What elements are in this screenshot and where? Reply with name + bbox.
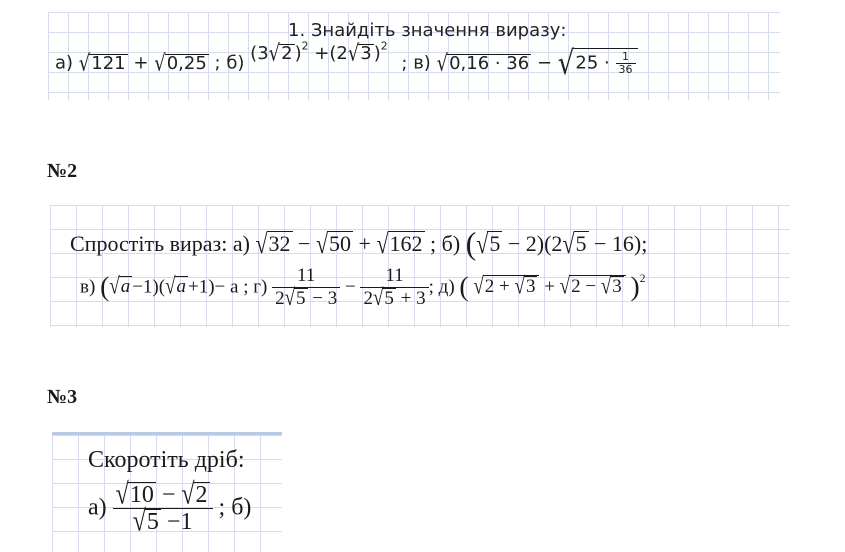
task1-b-root2: 3 xyxy=(360,42,372,64)
task2-g-num1: 11 xyxy=(272,266,340,288)
sqrt-icon: √ xyxy=(473,273,484,300)
task2-d-exponent: 2 xyxy=(639,273,646,285)
sqrt-icon: √ xyxy=(476,227,489,259)
task2-v-root2: a xyxy=(176,276,186,298)
task3-a-num-op: − xyxy=(161,482,176,508)
task2-d-root1 xyxy=(483,273,540,300)
sqrt-icon: √ xyxy=(268,39,281,67)
task1-c-root2 xyxy=(573,48,637,76)
task2-d-root2 xyxy=(569,273,626,300)
task2-d-root1-inner: 3 xyxy=(525,276,536,298)
task1-c-fraction xyxy=(616,51,636,76)
task2-g-den2 xyxy=(360,285,428,312)
task3-a-num-root1: 10 xyxy=(129,482,154,508)
sqrt-icon: √ xyxy=(154,49,166,77)
sqrt-icon: √ xyxy=(559,273,571,300)
task1-separator: ; xyxy=(401,52,408,74)
sqrt-icon: √ xyxy=(557,44,575,83)
task1-a-root-121: 121 xyxy=(91,52,126,74)
task2-b-middle: − 2)(2 xyxy=(507,231,563,256)
task2-v-middle: −1)( xyxy=(132,276,166,298)
sqrt-icon: √ xyxy=(372,285,384,312)
task3-a-separator: ; б) xyxy=(218,494,252,521)
task3-expression xyxy=(88,478,252,539)
task2-a-root3: 162 xyxy=(389,231,423,256)
sqrt-icon: √ xyxy=(255,227,268,259)
sqrt-icon: √ xyxy=(78,49,91,77)
task1-expression xyxy=(55,38,638,83)
sqrt-icon: √ xyxy=(376,227,389,259)
task2-b-tail: − 16); xyxy=(594,231,648,256)
task1-part-b-expression xyxy=(250,38,393,67)
task2-b-root1: 5 xyxy=(489,231,501,256)
task1-b-exponent1: 2 xyxy=(301,38,309,52)
task2-d-root2-lead: 2 − xyxy=(571,276,597,298)
task3-a-fraction xyxy=(113,478,213,539)
task2-v-root1: a xyxy=(120,276,131,298)
sqrt-icon: √ xyxy=(315,227,329,259)
task2-g-minus: − xyxy=(345,276,356,298)
task1-title: 1. Знайдіть значення виразу: xyxy=(288,20,567,41)
sqrt-icon: √ xyxy=(181,478,195,512)
task2-a-root2: 50 xyxy=(329,231,352,256)
task2-g-den1 xyxy=(272,285,340,312)
task3-number: №3 xyxy=(47,386,78,408)
task2-g-den1-coef: 2 xyxy=(275,287,285,309)
task2-g-den2-root: 5 xyxy=(384,287,394,309)
task2-g-den1-root: 5 xyxy=(296,287,306,309)
task3-a-denominator xyxy=(113,506,213,539)
task2-b-open: ( xyxy=(465,226,477,261)
task3-a-den-tail: −1 xyxy=(166,509,193,536)
sqrt-icon: √ xyxy=(514,273,525,300)
task1-c-frac-den: 36 xyxy=(618,63,633,77)
task1-b-exponent2: 2 xyxy=(380,38,388,52)
task3-a-label: а) xyxy=(88,494,107,521)
task2-d-root1-lead: 2 + xyxy=(484,276,510,298)
task2-g-den1-tail: − 3 xyxy=(312,287,338,309)
task1-b-term2-close: ) xyxy=(373,42,381,64)
task2-d-root2-inner: 3 xyxy=(612,276,622,298)
task1-b-term1: (3 xyxy=(250,42,269,64)
task3-a-num-root2: 2 xyxy=(195,482,208,508)
sqrt-icon: √ xyxy=(284,285,296,312)
task3-title: Скоротіть дріб: xyxy=(88,447,245,473)
task1-part-c-label: в) xyxy=(413,52,431,74)
task3-a-den-root: 5 xyxy=(146,509,159,536)
task1-c-minus: − xyxy=(536,52,553,74)
task2-number: №2 xyxy=(47,160,78,182)
sqrt-icon: √ xyxy=(562,227,575,259)
task2-line2 xyxy=(80,266,645,310)
sqrt-icon: √ xyxy=(600,273,612,300)
task1-a-plus: + xyxy=(133,52,149,74)
task2-g-den2-tail: + 3 xyxy=(400,287,426,309)
task2-d-open: ( xyxy=(459,270,469,302)
task1-c-root2-lead: 25 · xyxy=(575,52,610,74)
sqrt-icon: √ xyxy=(165,273,176,300)
task2-g-num2: 11 xyxy=(360,266,428,288)
sqrt-icon: √ xyxy=(436,49,449,77)
sqrt-icon: √ xyxy=(132,506,146,539)
task1-b-term2: (2 xyxy=(329,42,348,64)
task2-v-tail: +1)− a ; г) xyxy=(188,276,268,298)
task2-line1 xyxy=(70,226,647,262)
task2-v-label: в) xyxy=(80,276,96,298)
task2-g-fraction1 xyxy=(272,266,340,310)
task1-c-root1: 0,16 · 36 xyxy=(449,52,530,74)
task1-separator: ; xyxy=(214,52,221,74)
sqrt-icon: √ xyxy=(109,273,120,300)
task1-a-root-025: 0,25 xyxy=(166,52,207,74)
task3-a-numerator xyxy=(113,478,213,512)
task2-d-close: ) xyxy=(630,270,640,302)
task2-a-root1: 32 xyxy=(268,231,291,256)
task2-b-root2: 5 xyxy=(575,231,587,256)
sqrt-icon: √ xyxy=(115,478,129,512)
task2-v-open: ( xyxy=(100,270,110,302)
task2-g-fraction2 xyxy=(360,266,428,310)
task2-a-separator: ; б) xyxy=(430,231,461,256)
task2-d-plus: + xyxy=(544,276,555,298)
task2-a-op2: + xyxy=(358,231,371,256)
task1-c-frac-num: 1 xyxy=(616,51,636,64)
task2-instruction: Спростіть вираз: а) xyxy=(70,231,250,256)
task2-a-op1: − xyxy=(298,231,311,256)
task2-g-separator: ; д) xyxy=(428,276,455,298)
task1-b-term1-close: ) xyxy=(294,42,302,64)
task1-part-a-label: а) xyxy=(55,52,74,74)
task1-b-root1: 2 xyxy=(281,42,293,64)
task2-g-den2-coef: 2 xyxy=(363,287,373,309)
task1-b-plus: + xyxy=(314,42,330,64)
task1-part-b-label: б) xyxy=(226,52,245,74)
sqrt-icon: √ xyxy=(347,39,360,67)
